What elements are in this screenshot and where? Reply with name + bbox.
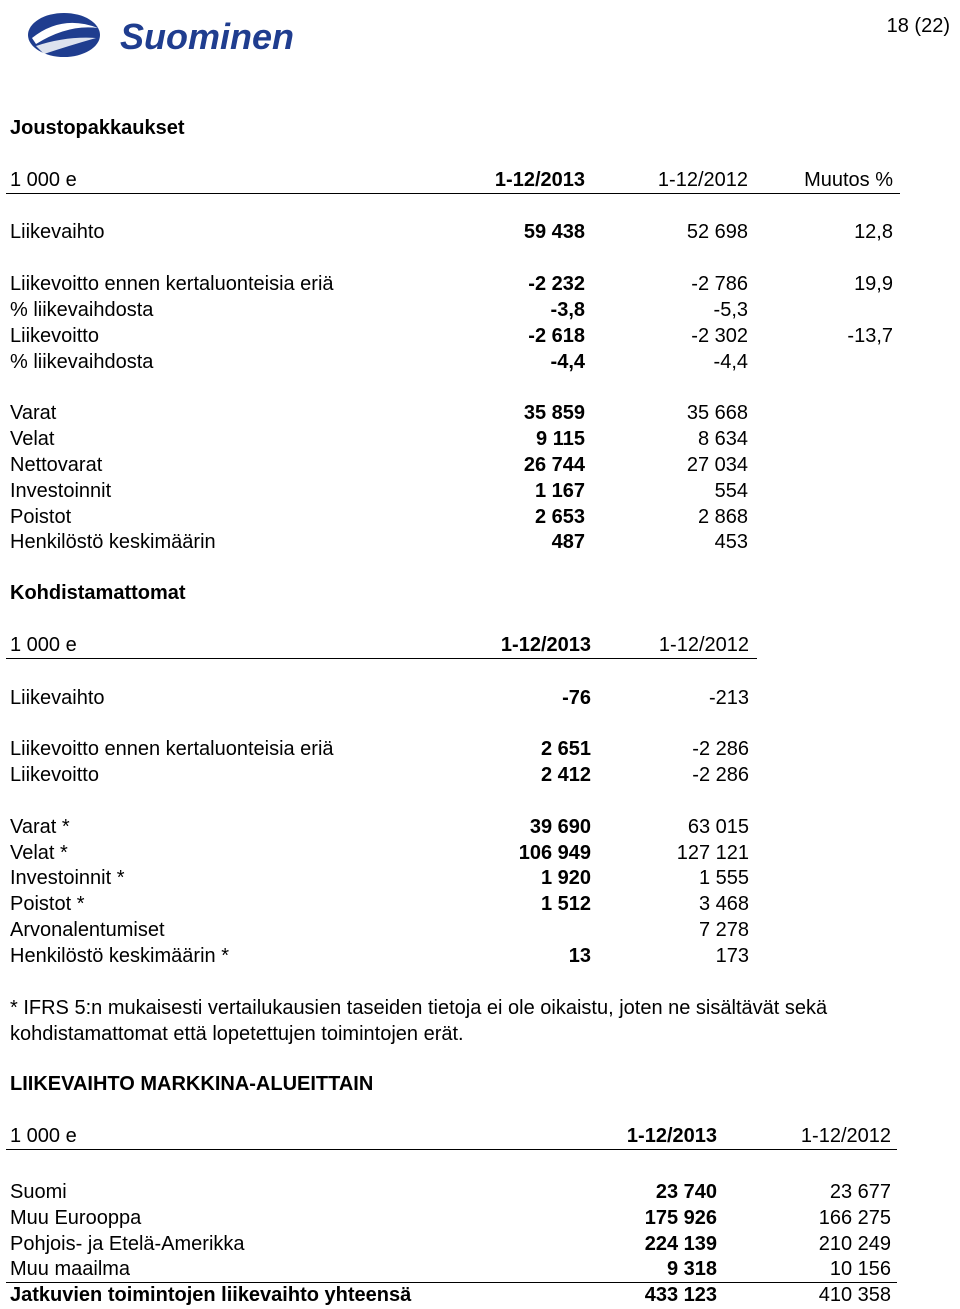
table-header	[0, 168, 960, 192]
table-row	[0, 505, 960, 529]
value-2013: 175 926	[644, 1207, 717, 1229]
row-label: Muu maailma	[10, 1258, 131, 1280]
row-label: Poistot	[10, 506, 72, 528]
value-2012: 173	[715, 945, 749, 967]
column-change: Muutos %	[804, 169, 893, 191]
value-2013: 1 920	[540, 867, 591, 889]
table-row	[0, 1180, 960, 1204]
table-row	[0, 220, 960, 244]
value-2013: 1 512	[540, 893, 591, 915]
row-label: Liikevoitto	[10, 325, 99, 347]
total-2012: 410 358	[818, 1284, 891, 1306]
column-unit: 1 000 e	[10, 1125, 77, 1147]
table-row	[0, 530, 960, 554]
value-2013: 13	[568, 945, 591, 967]
row-label: Liikevoitto ennen kertaluonteisia eriä	[10, 738, 334, 760]
value-2013: 2 651	[540, 738, 591, 760]
value-change: 12,8	[854, 221, 893, 243]
table-row	[0, 453, 960, 477]
section-title-joustopakkaukset: Joustopakkaukset	[10, 117, 185, 139]
value-2012: -2 286	[692, 738, 749, 760]
column-2012: 1-12/2012	[800, 1125, 891, 1147]
svg-text:Suominen: Suominen	[120, 16, 295, 57]
table-header	[0, 1124, 960, 1148]
value-2012: 7 278	[698, 919, 749, 941]
value-2012: -2 786	[691, 273, 748, 295]
table-row	[0, 1257, 960, 1281]
section-title-kohdistamattomat: Kohdistamattomat	[10, 582, 186, 604]
total-2013: 433 123	[644, 1284, 717, 1306]
table-row	[0, 1206, 960, 1230]
column-unit: 1 000 e	[10, 169, 77, 191]
row-label: Muu Eurooppa	[10, 1207, 142, 1229]
value-2013: 106 949	[518, 842, 591, 864]
table-row	[0, 324, 960, 348]
value-2012: 3 468	[698, 893, 749, 915]
value-2012: -2 302	[691, 325, 748, 347]
total-row	[0, 1283, 960, 1307]
row-label: Varat	[10, 402, 57, 424]
value-2012: 127 121	[676, 842, 749, 864]
table-row	[0, 1232, 960, 1256]
value-2012: 166 275	[818, 1207, 891, 1229]
table-row	[0, 866, 960, 890]
table-row	[0, 737, 960, 761]
value-2012: 52 698	[686, 221, 748, 243]
row-label: Suomi	[10, 1181, 67, 1203]
table-row	[0, 401, 960, 425]
value-2012: -213	[708, 687, 749, 709]
row-label: Liikevaihto	[10, 221, 105, 243]
row-label: Liikevaihto	[10, 687, 105, 709]
value-2013: 26 744	[523, 454, 585, 476]
column-2013: 1-12/2013	[494, 169, 585, 191]
value-change: -13,7	[847, 325, 893, 347]
value-2013: 487	[551, 531, 585, 553]
value-2013: 2 653	[534, 506, 585, 528]
table-row	[0, 841, 960, 865]
suominen-logo	[22, 6, 352, 64]
page-number: 18 (22)	[886, 15, 950, 37]
value-2013: 59 438	[523, 221, 585, 243]
row-label: Poistot *	[10, 893, 85, 915]
value-2013: -3,8	[550, 299, 585, 321]
row-label: Investoinnit	[10, 480, 112, 502]
table-row	[0, 892, 960, 916]
row-label: Henkilöstö keskimäärin	[10, 531, 216, 553]
value-2012: 10 156	[829, 1258, 891, 1280]
column-2012: 1-12/2012	[658, 634, 749, 656]
column-2013: 1-12/2013	[500, 634, 591, 656]
table-row	[0, 350, 960, 374]
value-2012: 554	[714, 480, 748, 502]
value-2013: 2 412	[540, 764, 591, 786]
value-2013: 9 318	[666, 1258, 717, 1280]
value-2013: -76	[562, 687, 591, 709]
table-row	[0, 944, 960, 968]
value-2012: 27 034	[686, 454, 748, 476]
value-2012: -2 286	[692, 764, 749, 786]
value-2013: -4,4	[550, 351, 585, 373]
value-2012: -5,3	[713, 299, 748, 321]
value-2013: -2 232	[528, 273, 585, 295]
value-change: 19,9	[854, 273, 893, 295]
row-label: Arvonalentumiset	[10, 919, 165, 941]
value-2012: 23 677	[829, 1181, 891, 1203]
table-row	[0, 427, 960, 451]
footnote-line-1: * IFRS 5:n mukaisesti vertailukausien taseiden tietoja ei ole oikaistu, joten ne sisältävät sekä	[10, 997, 828, 1019]
row-label: Nettovarat	[10, 454, 103, 476]
table-row	[0, 298, 960, 322]
value-2012: -4,4	[713, 351, 748, 373]
value-2012: 2 868	[697, 506, 748, 528]
column-unit: 1 000 e	[10, 634, 77, 656]
value-2012: 35 668	[686, 402, 748, 424]
value-2013: -2 618	[528, 325, 585, 347]
value-2012: 63 015	[687, 816, 749, 838]
row-label: Varat *	[10, 816, 70, 838]
table-row	[0, 479, 960, 503]
row-label: Velat *	[10, 842, 68, 864]
table-header	[0, 633, 960, 657]
table-row	[0, 815, 960, 839]
row-label: Liikevoitto	[10, 764, 99, 786]
header-rule	[6, 193, 900, 194]
value-2012: 453	[714, 531, 748, 553]
row-label: Henkilöstö keskimäärin *	[10, 945, 229, 967]
total-label: Jatkuvien toimintojen liikevaihto yhteensä	[10, 1284, 412, 1306]
row-label: % liikevaihdosta	[10, 299, 154, 321]
row-label: Velat	[10, 428, 55, 450]
value-2013: 39 690	[529, 816, 591, 838]
column-2012: 1-12/2012	[657, 169, 748, 191]
table-row	[0, 272, 960, 296]
value-2013: 9 115	[536, 428, 585, 450]
value-2012: 210 249	[818, 1233, 891, 1255]
row-label: % liikevaihdosta	[10, 351, 154, 373]
header-rule	[6, 1149, 897, 1150]
table-row	[0, 763, 960, 787]
table-row	[0, 686, 960, 710]
table-row	[0, 918, 960, 942]
value-2013: 1 167	[534, 480, 585, 502]
section-title-markkina-alueittain: LIIKEVAIHTO MARKKINA-ALUEITTAIN	[10, 1073, 374, 1095]
value-2013: 35 859	[523, 402, 585, 424]
row-label: Pohjois- ja Etelä-Amerikka	[10, 1233, 245, 1255]
value-2013: 23 740	[655, 1181, 717, 1203]
row-label: Liikevoitto ennen kertaluonteisia eriä	[10, 273, 334, 295]
footnote-line-2: kohdistamattomat että lopetettujen toimintojen erät.	[10, 1023, 464, 1045]
header-rule	[6, 658, 757, 659]
column-2013: 1-12/2013	[626, 1125, 717, 1147]
value-2013: 224 139	[644, 1233, 717, 1255]
value-2012: 1 555	[698, 867, 749, 889]
value-2012: 8 634	[697, 428, 748, 450]
row-label: Investoinnit *	[10, 867, 125, 889]
